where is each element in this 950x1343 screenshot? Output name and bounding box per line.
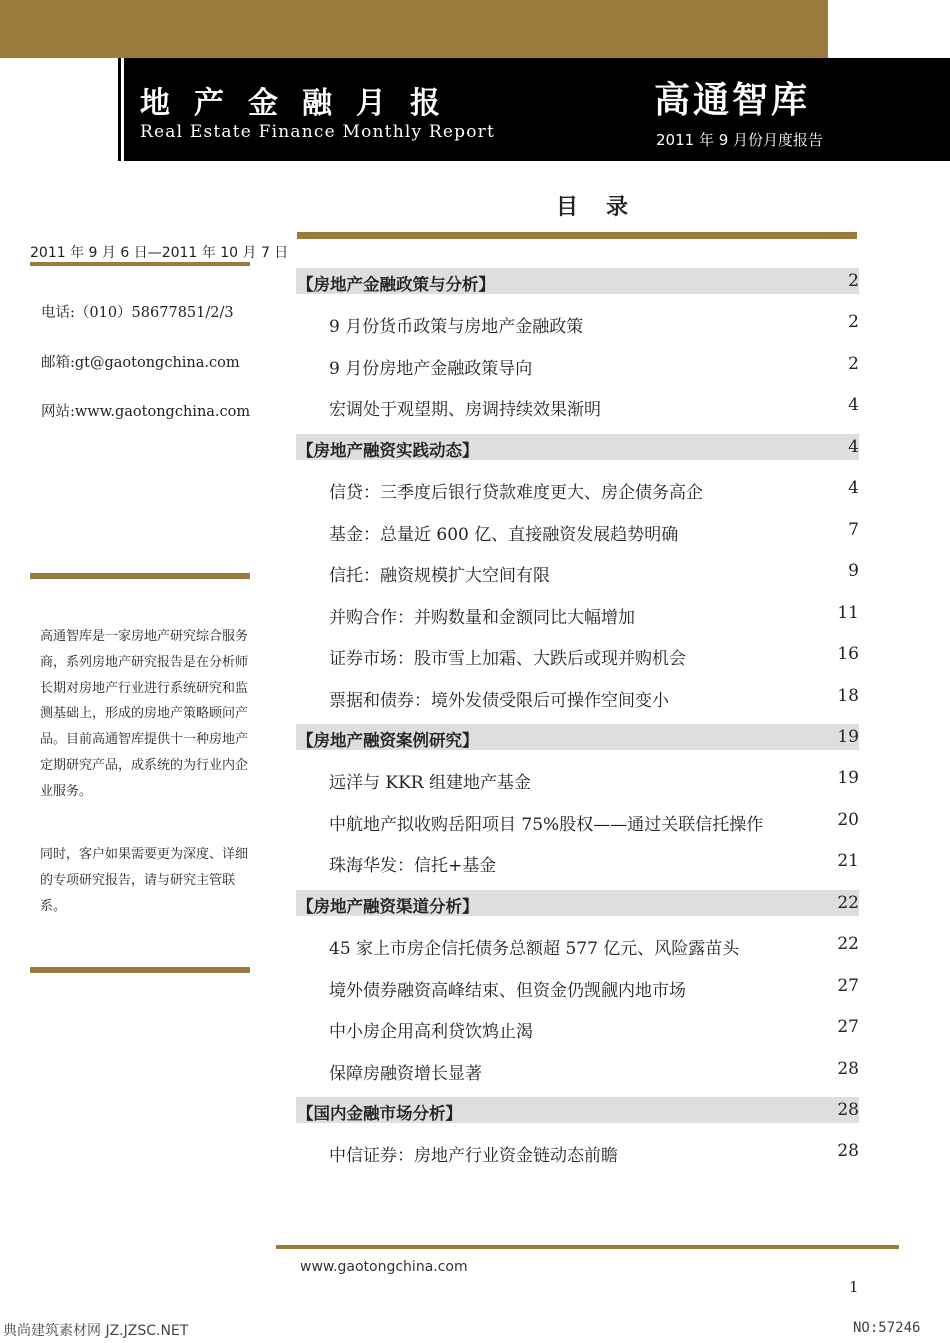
sidebar-divider-top: [30, 573, 250, 579]
toc-entry-label: 宏调处于观望期、房调持续效果渐明: [329, 400, 601, 420]
toc-entry-label: 45 家上市房企信托债务总额超 577 亿元、风险露苗头: [329, 939, 740, 959]
toc-page-number: 28: [837, 1059, 859, 1079]
contact-phone: [41, 301, 234, 322]
toc-page-number: 2: [848, 354, 859, 374]
toc-entry-row[interactable]: [296, 807, 859, 833]
page-number: 1: [849, 1278, 859, 1296]
toc-entry-row[interactable]: [296, 931, 859, 957]
toc-page-number: 20: [837, 810, 859, 830]
about-paragraph: 高通智库是一家房地产研究综合服务商，系列房地产研究报告是在分析师长期对房地产行业进行系统研究和监测基础上，形成的房地产策略顾问产品。目前高通智库提供十一种房地产定期研究产品，成系统的为行业内企业服务。: [40, 629, 249, 799]
toc-section-label: 【房地产融资案例研究】: [297, 731, 479, 750]
toc-section-label: 【国内金融市场分析】: [297, 1104, 462, 1123]
toc-entry-row[interactable]: [296, 351, 859, 377]
header-left-line: [118, 58, 121, 161]
toc-entry-label: 基金：总量近 600 亿、直接融资发展趋势明确: [329, 525, 679, 545]
toc-section-row[interactable]: [296, 1097, 859, 1123]
toc-title-divider: [297, 232, 857, 239]
toc-section-label: 【房地产金融政策与分析】: [297, 275, 495, 294]
contact-email: [41, 351, 240, 372]
toc-entry-row[interactable]: [296, 392, 859, 418]
phone-label: 电话: [41, 305, 70, 321]
toc-entry-label: 9 月份房地产金融政策导向: [329, 359, 533, 379]
toc-page-number: 28: [837, 1100, 859, 1120]
toc-entry-row[interactable]: [296, 973, 859, 999]
header-gold-block: [0, 0, 828, 58]
email-label: 邮箱: [41, 355, 70, 371]
toc-entry-row[interactable]: [296, 517, 859, 543]
period-divider: [30, 262, 250, 266]
toc-page-number: 22: [837, 934, 859, 954]
toc-entry-row[interactable]: [296, 475, 859, 501]
email-value[interactable]: :gt@gaotongchina.com: [70, 355, 240, 371]
toc-entry-row[interactable]: [296, 1056, 859, 1082]
toc-page-number: 7: [848, 520, 859, 540]
toc-entry-label: 中信证券：房地产行业资金链动态前瞻: [329, 1146, 618, 1166]
toc-entry-label: 中航地产拟收购岳阳项目 75%股权——通过关联信托操作: [329, 815, 764, 835]
toc-page-number: 27: [837, 1017, 859, 1037]
toc-page-number: 16: [837, 644, 859, 664]
toc-page-number: 21: [837, 851, 859, 871]
toc-page-number: 2: [848, 271, 859, 291]
website-value[interactable]: :www.gaotongchina.com: [70, 404, 251, 420]
toc-page-number: 22: [837, 893, 859, 913]
toc-page-number: 18: [837, 686, 859, 706]
toc-page-number: 19: [837, 768, 859, 788]
toc-entry-label: 中小房企用高利贷饮鸩止渴: [329, 1022, 533, 1042]
footer-website[interactable]: www.gaotongchina.com: [300, 1259, 468, 1275]
toc-entry-label: 信贷：三季度后银行贷款难度更大、房企债务高企: [329, 483, 703, 503]
contact-website: [41, 400, 250, 421]
toc-entry-row[interactable]: [296, 848, 859, 874]
toc-entry-label: 并购合作：并购数量和金额同比大幅增加: [329, 608, 635, 628]
toc-section-row[interactable]: [296, 268, 859, 294]
toc-entry-row[interactable]: [296, 683, 859, 709]
report-title-cn: 地产金融月报: [140, 86, 464, 121]
toc-entry-label: 境外债券融资高峰结束、但资金仍觊觎内地市场: [329, 981, 686, 1001]
toc-section-label: 【房地产融资实践动态】: [297, 441, 479, 460]
toc-page-number: 27: [837, 976, 859, 996]
toc-page-number: 2: [848, 312, 859, 332]
footer-divider: [276, 1245, 899, 1249]
sidebar-divider-bottom: [30, 967, 250, 973]
toc-page-number: 4: [848, 478, 859, 498]
toc-entry-row[interactable]: [296, 309, 859, 335]
toc-section-label: 【房地产融资渠道分析】: [297, 897, 479, 916]
toc-entry-label: 票据和债券：境外发债受限后可操作空间变小: [329, 691, 669, 711]
toc-entry-row[interactable]: [296, 600, 859, 626]
toc-title: 目录: [556, 195, 657, 220]
toc-entry-label: 信托：融资规模扩大空间有限: [329, 566, 550, 586]
toc-entry-label: 9 月份货币政策与房地产金融政策: [329, 317, 584, 337]
watermark-left: 典尚建筑素材网 JZ.JZSC.NET: [3, 1323, 189, 1339]
phone-value: :（010）58677851/2/3: [70, 305, 234, 321]
watermark-right: NO:57246: [853, 1320, 921, 1336]
toc-page-number: 4: [848, 395, 859, 415]
toc-entry-label: 保障房融资增长显著: [329, 1064, 482, 1084]
toc-page-number: 9: [848, 561, 859, 581]
toc-entry-label: 珠海华发：信托+基金: [329, 856, 497, 876]
toc-entry-row[interactable]: [296, 558, 859, 584]
report-title-en: Real Estate Finance Monthly Report: [140, 122, 496, 142]
toc-section-row[interactable]: [296, 724, 859, 750]
brand-name: 高通智库: [654, 80, 811, 121]
toc-entry-row[interactable]: [296, 1138, 859, 1164]
toc-section-row[interactable]: [296, 434, 859, 460]
website-label: 网站: [41, 404, 70, 420]
toc-page-number: 19: [837, 727, 859, 747]
report-date: 2011 年 9 月份月度报告: [656, 131, 824, 149]
toc-page-number: 4: [848, 437, 859, 457]
contact-note-paragraph: 同时，客户如果需要更为深度、详细的专项研究报告，请与研究主管联系。: [40, 847, 249, 914]
toc-entry-label: 证券市场：股市雪上加霜、大跌后或现并购机会: [329, 649, 686, 669]
toc-page-number: 28: [837, 1141, 859, 1161]
toc-entry-label: 远洋与 KKR 组建地产基金: [329, 773, 532, 793]
report-period: 2011 年 9 月 6 日—2011 年 10 月 7 日: [30, 245, 289, 261]
toc-entry-row[interactable]: [296, 765, 859, 791]
toc-page-number: 11: [837, 603, 859, 623]
toc-entry-row[interactable]: [296, 1014, 859, 1040]
toc-entry-row[interactable]: [296, 641, 859, 667]
toc-section-row[interactable]: [296, 890, 859, 916]
